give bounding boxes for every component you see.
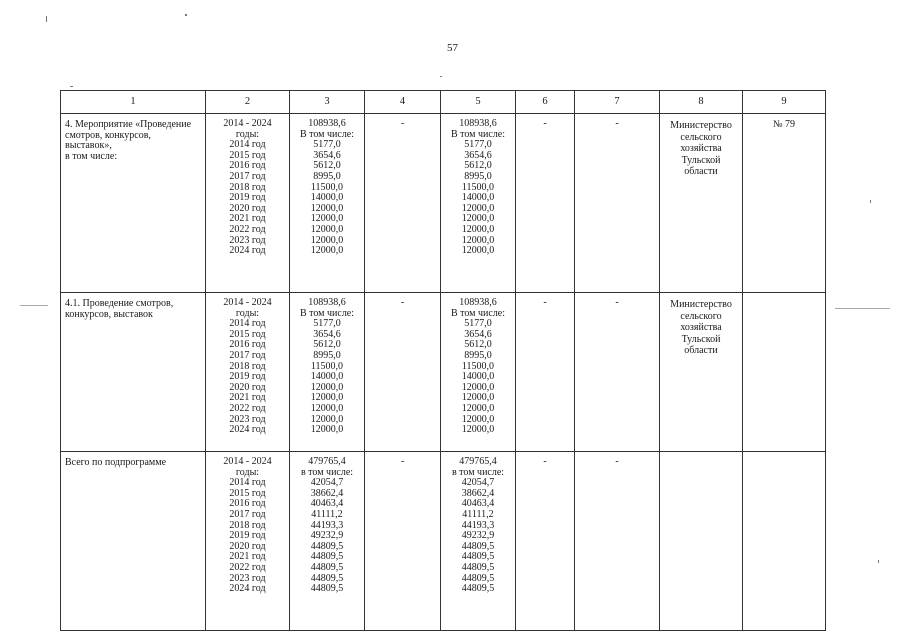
responsible-line: хозяйства <box>680 143 722 154</box>
header-col-5: 5 <box>441 91 516 114</box>
period-line: 2021 год <box>229 551 266 563</box>
scan-speck <box>46 16 47 22</box>
period-line: 2019 год <box>229 530 266 542</box>
period-line: 2024 год <box>229 583 266 595</box>
header-row <box>61 91 826 114</box>
activity-name-line: Всего по подпрограмме <box>65 457 167 468</box>
responsible-line: Министерство <box>670 120 732 131</box>
funding-value: 44809,5 <box>461 572 495 584</box>
funding-value: 44809,5 <box>310 561 344 573</box>
header-col-2: 2 <box>206 91 290 114</box>
funding-value: 44809,5 <box>310 583 344 595</box>
period-line: 2022 год <box>229 402 266 414</box>
program-table <box>60 90 826 631</box>
total-funding-cell <box>290 114 365 293</box>
period-line: 2015 год <box>229 149 266 161</box>
header-col-4: 4 <box>365 91 441 114</box>
period-line: 2023 год <box>229 413 266 425</box>
indicator-ref-cell <box>743 114 826 293</box>
period-line: 2020 год <box>229 202 266 214</box>
indicator-ref-cell <box>743 293 826 452</box>
funding-value: 41111,2 <box>462 508 494 520</box>
activity-name-line: смотров, конкурсов, <box>65 129 151 141</box>
col6-cell <box>516 293 575 452</box>
period-line: годы: <box>235 128 260 140</box>
period-line: 2023 год <box>229 234 266 246</box>
period-line: 2022 год <box>229 223 266 235</box>
responsible-cell <box>660 452 743 631</box>
funding-value: 44809,5 <box>461 551 495 563</box>
col7-value: - <box>615 297 619 308</box>
funding-value: 479765,4 <box>459 456 497 467</box>
funding-value: 44809,5 <box>461 583 495 595</box>
indicator-ref: № 79 <box>772 119 796 130</box>
regional-funding-cell <box>441 293 516 452</box>
page-number: 57 <box>447 42 458 54</box>
funding-value: 12000,0 <box>461 381 495 393</box>
funding-value: 41111,2 <box>311 508 343 520</box>
funding-value: 40463,4 <box>461 498 495 510</box>
funding-value: 12000,0 <box>461 234 495 246</box>
funding-value: 11500,0 <box>310 181 344 193</box>
funding-value: 12000,0 <box>310 402 344 414</box>
responsible-cell <box>660 114 743 293</box>
col7-cell <box>575 293 660 452</box>
funding-value: 12000,0 <box>461 392 495 404</box>
funding-value: 12000,0 <box>461 223 495 235</box>
funding-value: 14000,0 <box>461 371 495 383</box>
activity-name-cell <box>61 114 206 293</box>
activity-name-line: 4.1. Проведение смотров, <box>65 298 174 309</box>
funding-value: 12000,0 <box>310 392 344 404</box>
funding-value: 479765,4 <box>308 456 346 467</box>
funding-value: 49232,9 <box>461 530 495 542</box>
header-col-7: 7 <box>575 91 660 114</box>
responsible-line: Тульской <box>681 154 721 166</box>
period-line: 2024 год <box>229 424 266 436</box>
period-line: 2018 год <box>229 360 266 372</box>
funding-value: В том числе: <box>299 307 355 319</box>
funding-value: 5177,0 <box>464 139 492 151</box>
funding-value: 42054,7 <box>461 477 495 489</box>
funding-value: 108938,6 <box>459 297 497 308</box>
funding-value: 3654,6 <box>313 149 341 161</box>
total-funding-cell <box>290 452 365 631</box>
col4-cell <box>365 293 441 452</box>
funding-value: 12000,0 <box>310 234 344 246</box>
col6-value: - <box>543 456 547 467</box>
period-line: 2016 год <box>229 498 266 510</box>
funding-value: 44193,3 <box>310 519 344 531</box>
funding-value: 5612,0 <box>464 160 492 172</box>
regional-funding-cell <box>441 452 516 631</box>
period-line: 2022 год <box>229 561 266 573</box>
funding-value: 12000,0 <box>461 202 495 214</box>
period-line: 2017 год <box>229 349 266 361</box>
funding-value: 8995,0 <box>464 170 492 182</box>
col6-value: - <box>543 297 547 308</box>
activity-name-line: выставок», <box>65 140 112 152</box>
funding-value: 11500,0 <box>310 360 344 372</box>
funding-value: 12000,0 <box>310 245 344 257</box>
table-row <box>61 114 826 293</box>
funding-value: 8995,0 <box>464 349 492 361</box>
period-line: 2014 год <box>229 477 266 489</box>
period-line: 2014 - 2024 <box>223 118 272 129</box>
period-line: 2014 год <box>229 139 266 151</box>
funding-value: 5177,0 <box>464 318 492 330</box>
col4-cell <box>365 114 441 293</box>
activity-name-line: 4. Мероприятие «Проведение <box>65 119 192 130</box>
funding-value: 12000,0 <box>310 223 344 235</box>
responsible-line: хозяйства <box>680 322 722 333</box>
funding-value: 11500,0 <box>461 181 495 193</box>
funding-value: 12000,0 <box>461 213 495 225</box>
period-line: 2021 год <box>229 213 266 225</box>
funding-value: 44809,5 <box>461 540 495 552</box>
scan-speck <box>870 200 871 203</box>
funding-value: 49232,9 <box>310 530 344 542</box>
period-line: 2020 год <box>229 381 266 393</box>
funding-value: в том числе: <box>300 466 354 478</box>
funding-value: 108938,6 <box>308 297 346 308</box>
funding-value: 44809,5 <box>310 572 344 584</box>
period-line: 2015 год <box>229 328 266 340</box>
col7-value: - <box>615 456 619 467</box>
activity-name-line: в том числе: <box>65 150 118 162</box>
period-cell <box>206 114 290 293</box>
funding-value: 3654,6 <box>464 328 492 340</box>
funding-value: 8995,0 <box>313 349 341 361</box>
responsible-line: области <box>684 345 718 356</box>
funding-value: 8995,0 <box>313 170 341 182</box>
period-line: годы: <box>235 307 260 319</box>
period-cell <box>206 293 290 452</box>
responsible-line: сельского <box>680 310 722 322</box>
scan-speck <box>185 14 187 16</box>
regional-funding-cell <box>441 114 516 293</box>
col7-value: - <box>615 118 619 129</box>
header-col-6: 6 <box>516 91 575 114</box>
funding-value: в том числе: <box>451 466 505 478</box>
scan-speck <box>878 560 879 563</box>
scan-speck <box>70 86 73 87</box>
header-col-3: 3 <box>290 91 365 114</box>
responsible-line: сельского <box>680 131 722 143</box>
funding-value: 12000,0 <box>461 402 495 414</box>
funding-value: 5612,0 <box>464 339 492 351</box>
funding-value: 11500,0 <box>461 360 495 372</box>
period-line: 2019 год <box>229 371 266 383</box>
col6-value: - <box>543 118 547 129</box>
header-col-8: 8 <box>660 91 743 114</box>
col4-value: - <box>400 456 405 467</box>
funding-value: 44809,5 <box>461 561 495 573</box>
funding-value: 12000,0 <box>310 381 344 393</box>
funding-value: 42054,7 <box>310 477 344 489</box>
responsible-line: Тульской <box>681 333 721 345</box>
funding-value: 5612,0 <box>313 339 341 351</box>
header-col-9: 9 <box>743 91 826 114</box>
scan-speck <box>835 308 890 309</box>
funding-value: 12000,0 <box>310 424 344 436</box>
funding-value: 12000,0 <box>310 413 344 425</box>
funding-value: 12000,0 <box>310 213 344 225</box>
header-col-1: 1 <box>61 91 206 114</box>
responsible-line: Министерство <box>670 299 732 310</box>
scan-speck <box>20 305 48 306</box>
funding-value: 5612,0 <box>313 160 341 172</box>
funding-value: 38662,4 <box>461 487 495 499</box>
responsible-cell <box>660 293 743 452</box>
funding-value: 108938,6 <box>308 118 346 129</box>
funding-value: 12000,0 <box>461 413 495 425</box>
period-line: 2014 - 2024 <box>223 297 272 308</box>
funding-value: 40463,4 <box>310 498 344 510</box>
funding-value: 12000,0 <box>461 424 495 436</box>
funding-value: 44809,5 <box>310 551 344 563</box>
col4-value: - <box>400 297 405 308</box>
col6-cell <box>516 114 575 293</box>
period-line: 2018 год <box>229 181 266 193</box>
total-funding-cell <box>290 293 365 452</box>
funding-value: В том числе: <box>299 128 355 140</box>
funding-value: 38662,4 <box>310 487 344 499</box>
funding-value: 5177,0 <box>313 318 341 330</box>
period-line: 2014 - 2024 <box>223 456 272 467</box>
funding-value: 14000,0 <box>310 371 344 383</box>
funding-value: 3654,6 <box>464 149 492 161</box>
period-line: 2017 год <box>229 508 266 520</box>
funding-value: В том числе: <box>450 307 506 319</box>
scan-speck <box>440 76 442 77</box>
period-line: 2016 год <box>229 339 266 351</box>
period-line: 2021 год <box>229 392 266 404</box>
col7-cell <box>575 114 660 293</box>
funding-value: 44193,3 <box>461 519 495 531</box>
activity-name-line: конкурсов, выставок <box>65 308 153 320</box>
period-line: 2023 год <box>229 572 266 584</box>
period-line: 2017 год <box>229 170 266 182</box>
period-line: 2024 год <box>229 245 266 257</box>
period-cell <box>206 452 290 631</box>
activity-name-cell <box>61 293 206 452</box>
funding-value: 12000,0 <box>310 202 344 214</box>
funding-value: 5177,0 <box>313 139 341 151</box>
period-line: 2016 год <box>229 160 266 172</box>
period-line: 2015 год <box>229 487 266 499</box>
funding-value: 14000,0 <box>310 192 344 204</box>
responsible-line: области <box>684 166 718 177</box>
period-line: 2018 год <box>229 519 266 531</box>
funding-value: 14000,0 <box>461 192 495 204</box>
table-row <box>61 452 826 631</box>
col4-value: - <box>400 118 405 129</box>
funding-value: В том числе: <box>450 128 506 140</box>
funding-value: 3654,6 <box>313 328 341 340</box>
indicator-ref-cell <box>743 452 826 631</box>
activity-name-cell <box>61 452 206 631</box>
funding-value: 12000,0 <box>461 245 495 257</box>
col7-cell <box>575 452 660 631</box>
funding-value: 44809,5 <box>310 540 344 552</box>
funding-value: 108938,6 <box>459 118 497 129</box>
period-line: годы: <box>235 466 260 478</box>
period-line: 2019 год <box>229 192 266 204</box>
col4-cell <box>365 452 441 631</box>
period-line: 2014 год <box>229 318 266 330</box>
col6-cell <box>516 452 575 631</box>
period-line: 2020 год <box>229 540 266 552</box>
table-row <box>61 293 826 452</box>
